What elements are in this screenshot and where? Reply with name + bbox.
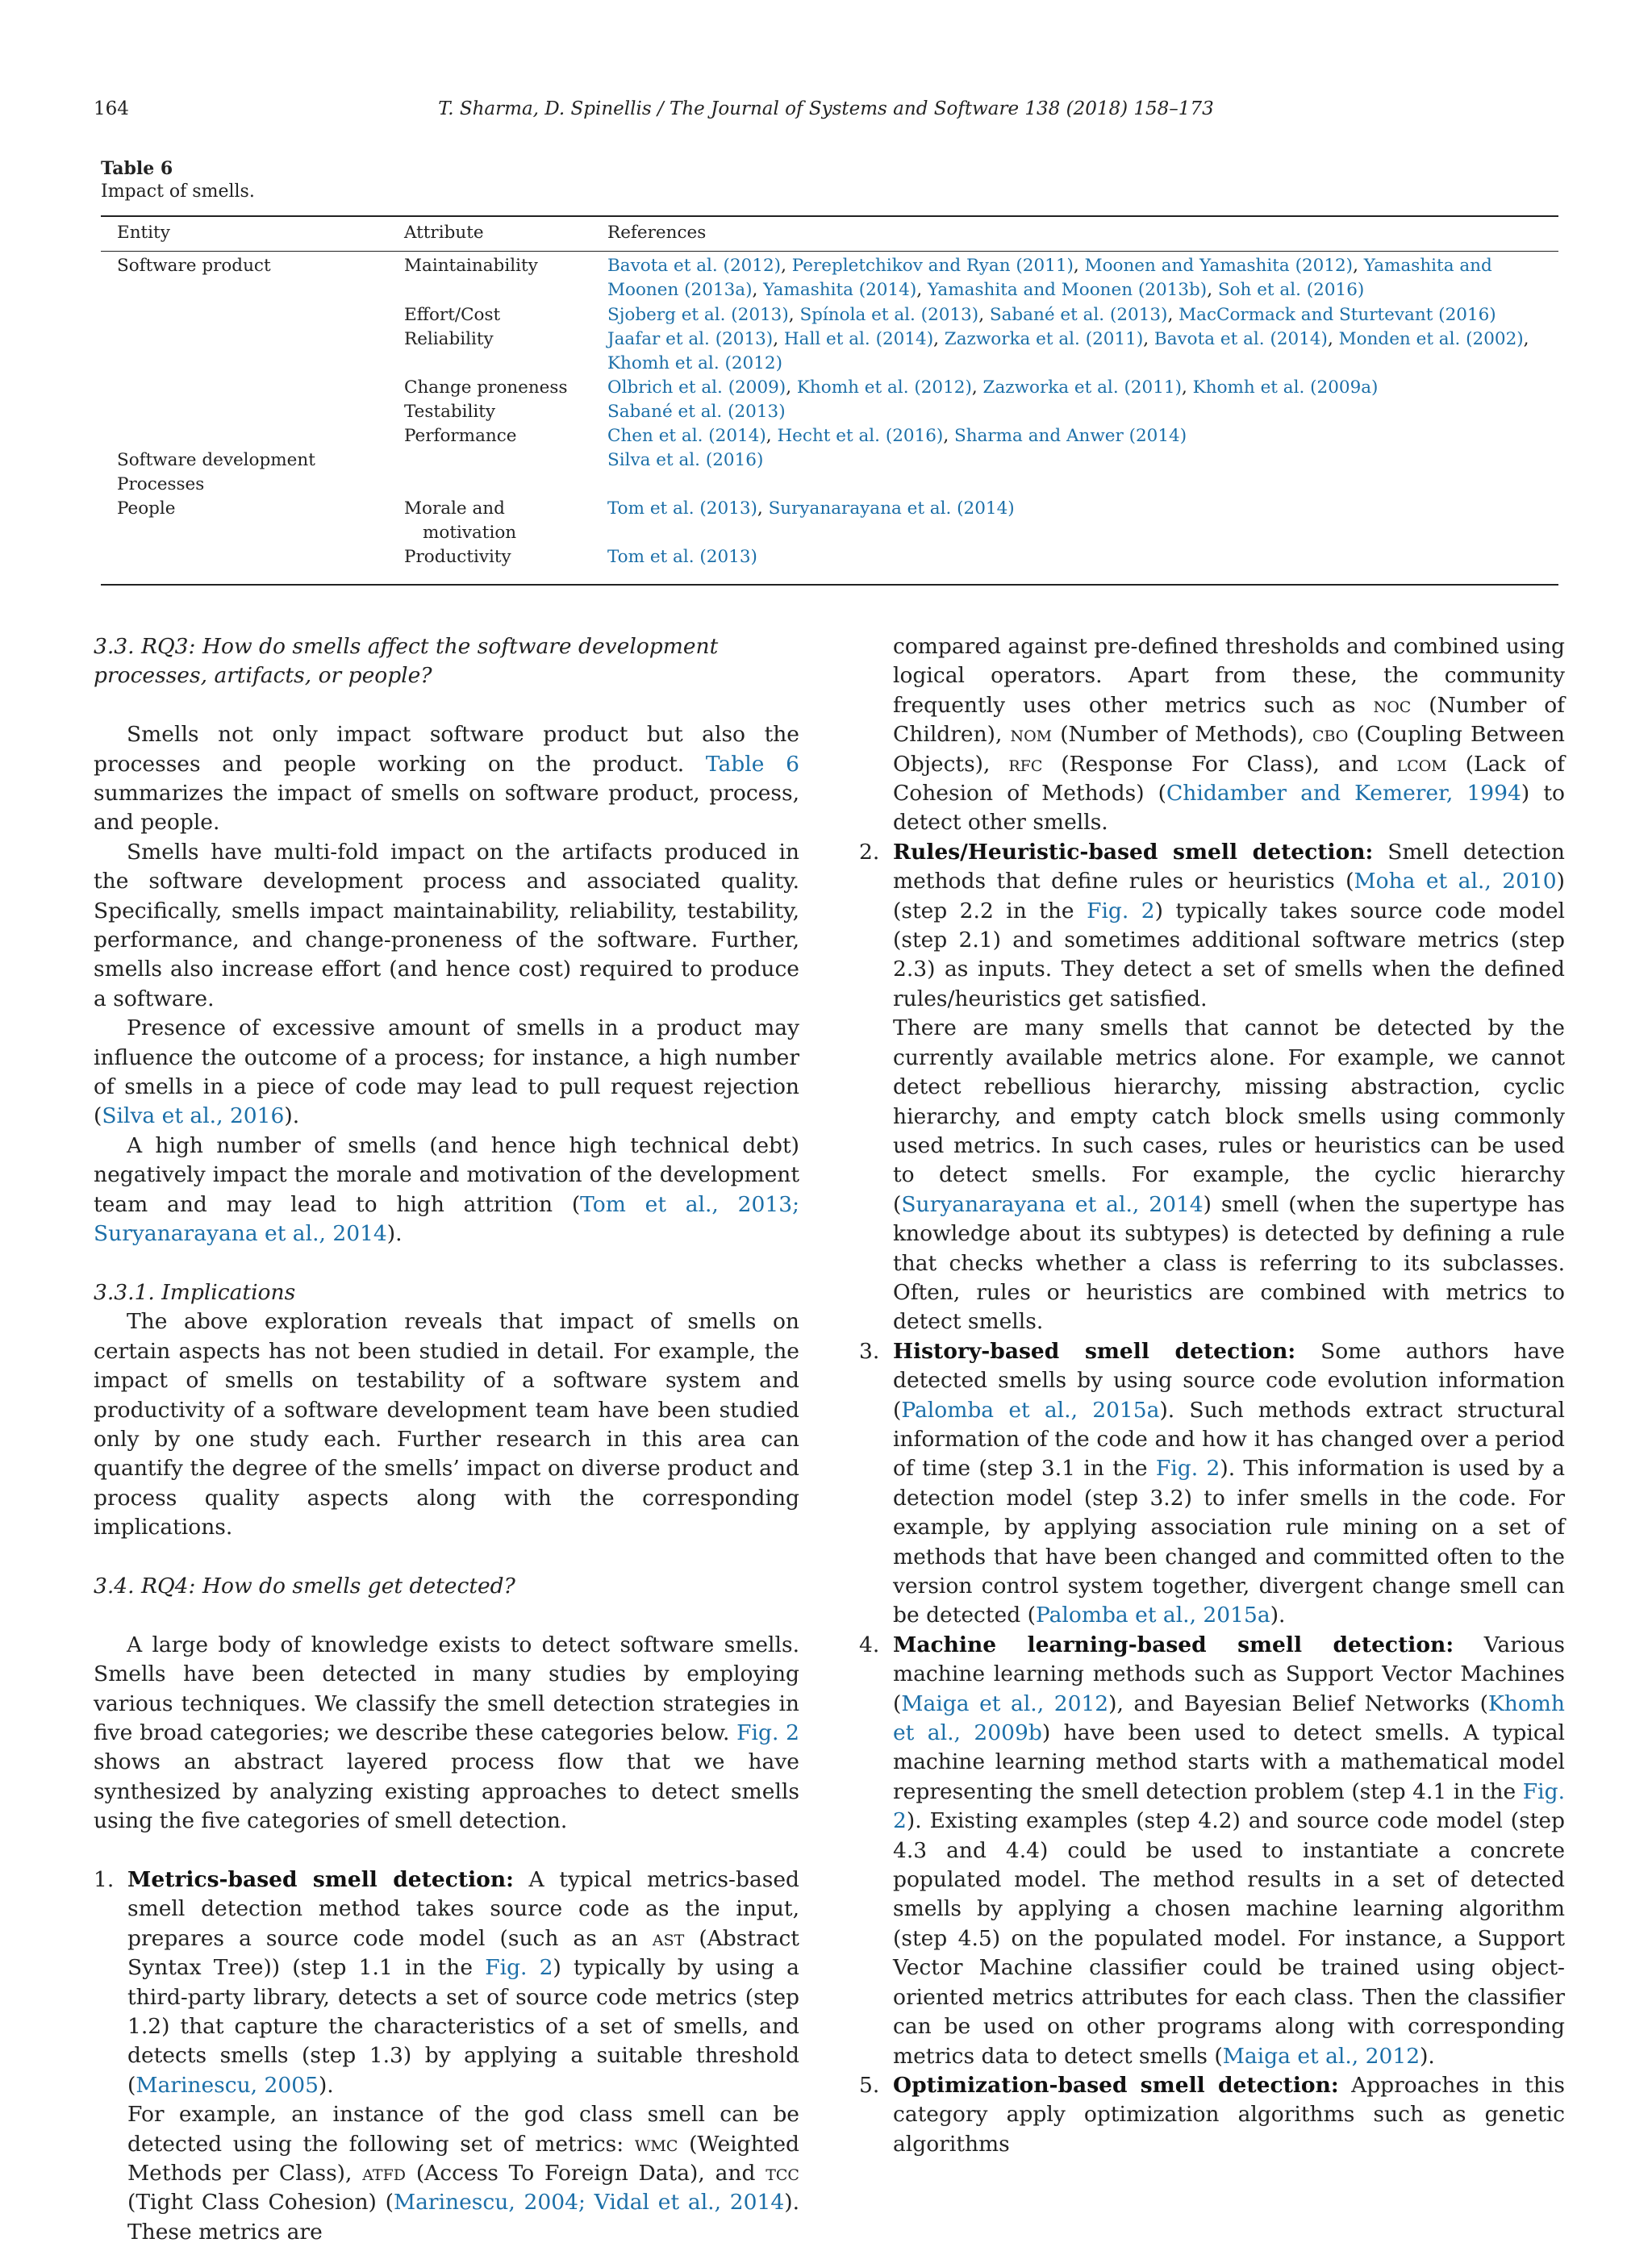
list-item-title: Machine learning-based smell detection: (893, 1632, 1454, 1657)
reference-link[interactable]: Zazworka et al. (2011) (944, 329, 1144, 349)
references-cell: Bavota et al. (2012), Perepletchikov and Ryan (2011), Moonen and Yamashita (2012), Yamashita and Moonen (2013a), Yamashita (2014), Yamashita and Moonen (2013b), Soh et al. (2016) (607, 256, 1492, 300)
acronym: rfc (1008, 751, 1043, 777)
entity-cell (101, 424, 404, 448)
reference-link[interactable]: Sabané et al. (2013) (607, 402, 786, 422)
reference-link[interactable]: Perepletchikov and Ryan (2011) (791, 256, 1074, 276)
table-row (101, 400, 1558, 424)
citation-link[interactable]: Marinescu, 2005 (136, 2072, 319, 2098)
acronym: tcc (766, 2161, 799, 2187)
table-row (101, 424, 1558, 448)
attribute-cell: Effort/Cost (404, 305, 501, 325)
section-heading: 3.3. RQ3: How do smells affect the software development processes, artifacts, or people? (94, 634, 719, 689)
entity-cell (101, 545, 404, 569)
reference-link[interactable]: Khomh et al. (2009a) (1192, 377, 1379, 398)
page-number: 164 (94, 98, 129, 119)
list-item: 1. Metrics-based smell detection: A typical metrics-based smell detection method takes source code as the input, prepares a source code model (such as an ast (Abstract Syntax Tree)) (step 1.1 in the Fig. 2) typically by using a third-party library, detects a set of source code metrics (step 1.2) that capture the characteristics of a set of smells, and detects smells (step 1.3) by applying a suitable threshold (Marinescu, 2005). For example, an instance of the god class smell can be detected using the following set of metrics: wmc (Weighted Methods per Class), atfd (Access To Foreign Data), and tcc (Tight Class Cohesion) (Marinescu, 2004; Vidal et al., 2014). These metrics are (94, 1866, 799, 2245)
figure-link[interactable]: Fig. 2 (1087, 898, 1155, 923)
table-row (101, 376, 1558, 400)
column-header: References (607, 223, 707, 243)
attribute-cell: Maintainability (404, 256, 538, 276)
citation-link[interactable]: Palomba et al., 2015a (901, 1397, 1160, 1423)
reference-link[interactable]: Hecht et al. (2016) (777, 426, 944, 446)
reference-link[interactable]: Soh et al. (2016) (1217, 280, 1365, 300)
attribute-text-continued: motivation (423, 523, 517, 543)
table-row (101, 254, 1558, 302)
entity-cell (101, 327, 404, 376)
right-column (859, 632, 1565, 2159)
references-cell (607, 545, 1535, 569)
attribute-cell (404, 448, 607, 473)
attribute-cell: Performance (404, 426, 517, 446)
references-cell: Tom et al. (2013), Suryanarayana et al. (2014) (607, 498, 1015, 519)
paragraph: A large body of knowledge exists to detect software smells. Smells have been detected in many studies by employing various techniques. We classify the smell detection strategies in five broad categories; we describe these categories below. Fig. 2 shows an abstract layered process flow that we have synthesized by analyzing existing approaches to detect smells using the five categories of smell detection. (94, 1632, 799, 1834)
reference-link[interactable]: Yamashita and Moonen (2013b) (927, 280, 1208, 300)
attribute-cell (404, 497, 607, 545)
acronym: atfd (362, 2161, 407, 2187)
citation-link[interactable]: Khomh et al., 2009b (893, 1690, 1565, 1746)
citation-link[interactable]: Suryanarayana et al., 2014 (901, 1191, 1204, 1217)
list-item-title: Rules/Heuristic-based smell detection: (893, 839, 1374, 865)
references-cell: Olbrich et al. (2009), Khomh et al. (2012), Zazworka et al. (2011), Khomh et al. (2009a) (607, 377, 1379, 398)
list-item-continued: compared against pre-defined thresholds and combined using logical operators. Apart from these, the community frequently uses other metrics such as noc (Number of Children), nom (Number of Methods), cbo (Coupling Between Objects), rfc (Response For Class), and lcom (Lack of Cohesion of Methods) (Chidamber and Kemerer, 1994) to detect other smells. (893, 634, 1566, 836)
citation-link[interactable]: Tom et al., 2013; Suryanarayana et al., 2014 (94, 1191, 799, 1247)
impact-table (101, 215, 1558, 569)
list-number: 1. (94, 1866, 115, 1892)
citation-link[interactable]: Maiga et al., 2012 (901, 1690, 1109, 1716)
table-link[interactable]: Table 6 (705, 751, 799, 777)
reference-link[interactable]: Sabané et al. (2013) (989, 305, 1168, 325)
entity-cell: Software development (117, 450, 315, 470)
citation-link[interactable]: Maiga et al., 2012 (1222, 2043, 1420, 2069)
reference-link[interactable]: Bavota et al. (2014) (1153, 329, 1328, 349)
reference-link[interactable]: Sharma and Anwer (2014) (954, 426, 1187, 446)
citation-link[interactable]: Moha et al., 2010 (1354, 869, 1557, 894)
list-number: 2. (859, 839, 880, 865)
list-item-title: Metrics-based smell detection: (127, 1866, 514, 1892)
list-item: 3. History-based smell detection: Some authors have detected smells by using source code evolution information (Palomba et al., 2015a). Such methods extract structural information of the code and how it has changed over a period of time (step 3.1 in the Fig. 2). This information is used by a detection model (step 3.2) to infer smells in the code. For example, by applying association rule mining on a set of methods that have been changed and committed often to the version control system together, divergent change smell can be detected (Palomba et al., 2015a). (859, 1338, 1565, 1628)
reference-link[interactable]: Suryanarayana et al. (2014) (768, 498, 1015, 519)
citation-link[interactable]: Marinescu, 2004; Vidal et al., 2014 (393, 2190, 785, 2216)
reference-link[interactable]: Zazworka et al. (2011) (982, 377, 1182, 398)
table-label: Table 6 (101, 158, 173, 179)
reference-link[interactable]: Monden et al. (2002) (1338, 329, 1524, 349)
entity-cell (101, 376, 404, 400)
reference-link[interactable]: Yamashita and Moonen (2013a) (607, 256, 1492, 300)
paragraph: The above exploration reveals that impact of smells on certain aspects has not been studied in detail. For example, the impact of smells on testability of a software system and productivity of a software development team have been studied only by one study each. Further research in this area can quantify the degree of the smells’ impact on diverse product and process quality aspects along with the corresponding implications. (94, 1309, 799, 1540)
paragraph: Smells have multi-fold impact on the artifacts produced in the software development process and associated quality. Specifically, smells impact maintainability, reliability, testability, performance, and change-proneness of the software. Further, smells also increase effort (and hence cost) required to produce a software. (94, 839, 799, 1011)
acronym: nom (1010, 722, 1053, 748)
attribute-cell: Testability (404, 402, 496, 422)
entity-cell (101, 400, 404, 424)
table-row (101, 497, 1558, 545)
entity-cell: People (117, 498, 176, 519)
entity-cell: Processes (117, 474, 205, 494)
attribute-cell: Change proneness (404, 377, 568, 398)
column-header: Entity (117, 223, 170, 243)
reference-link[interactable]: MacCormack and Sturtevant (2016) (1179, 305, 1496, 325)
table-row (101, 473, 1558, 497)
references-cell (607, 473, 1535, 497)
reference-link[interactable]: Olbrich et al. (2009) (607, 377, 786, 398)
table-row (101, 327, 1558, 376)
entity-cell (101, 303, 404, 327)
references-cell (607, 448, 1535, 473)
reference-link[interactable]: Yamashita (2014) (763, 280, 917, 300)
reference-link[interactable]: Spínola et al. (2013) (799, 305, 979, 325)
table-row (101, 303, 1558, 327)
list-item: 4. Machine learning-based smell detection: Various machine learning methods such as Support Vector Machines (Maiga et al., 2012), and Bayesian Belief Networks (Khomh et al., 2009b) have been used to detect smells. A typical machine learning method starts with a mathematical model representing the smell detection problem (step 4.1 in the Fig. 2). Existing examples (step 4.2) and source code model (step 4.3 and 4.4) could be used to instantiate a concrete populated model. The method results in a set of detected smells by applying a chosen machine learning algorithm (step 4.5) on the populated model. For instance, a Support Vector Machine classifier could be trained using object-oriented metrics attributes for each class. Then the classifier can be used on other programs along with corresponding metrics data to detect smells (Maiga et al., 2012). (859, 1632, 1565, 2069)
paragraph: A high number of smells (and hence high technical debt) negatively impact the morale and motivation of the development team and may lead to high attrition (Tom et al., 2013; Suryanarayana et al., 2014). (94, 1132, 799, 1247)
references-cell (607, 400, 1535, 424)
acronym: wmc (634, 2131, 678, 2157)
reference-link[interactable]: Tom et al. (2013) (607, 498, 757, 519)
running-head: T. Sharma, D. Spinellis / The Journal of Systems and Software 138 (2018) 158–173 (438, 98, 1214, 119)
column-header: Attribute (404, 223, 484, 243)
reference-link[interactable]: Sjoberg et al. (2013) (607, 305, 789, 325)
list-item: 2. Rules/Heuristic-based smell detection: Smell detection methods that define rules or heuristics (Moha et al., 2010) (step 2.2 in the Fig. 2) typically takes source code model (step 2.1) and sometimes additional software metrics (step 2.3) as inputs. They detect a set of smells when the defined rules/heuristics get satisfied. There are many smells that cannot be detected by the currently available metrics alone. For example, we cannot detect rebellious hierarchy, missing abstraction, cyclic hierarchy, and empty catch block smells using commonly used metrics. In such cases, rules or heuristics can be used to detect smells. For example, the cyclic hierarchy (Suryanarayana et al., 2014) smell (when the supertype has knowledge about its subtypes) is detected by defining a rule that checks whether a class is referring to its subclasses. Often, rules or heuristics are combined with metrics to detect smells. (859, 839, 1565, 1335)
paragraph: Smells not only impact software product but also the processes and people working on the product. Table 6 summarizes the impact of smells on software product, process, and people. (94, 722, 799, 836)
citation-link[interactable]: Silva et al., 2016 (102, 1103, 285, 1129)
attribute-cell: Productivity (404, 547, 511, 567)
list-number: 5. (859, 2072, 880, 2098)
reference-link[interactable]: Chen et al. (2014) (607, 426, 766, 446)
table-row (101, 448, 1558, 473)
list-item-title: Optimization-based smell detection: (893, 2072, 1339, 2098)
references-cell: Jaafar et al. (2013), Hall et al. (2014), Zazworka et al. (2011), Bavota et al. (2014), Monden et al. (2002), Khomh et al. (2012) (607, 329, 1529, 373)
list-item-title: History-based smell detection: (893, 1338, 1296, 1364)
reference-link[interactable]: Khomh et al. (2012) (607, 353, 782, 373)
reference-link[interactable]: Jaafar et al. (2013) (607, 329, 774, 349)
entity-cell: Software product (117, 256, 271, 276)
reference-link[interactable]: Bavota et al. (2012) (607, 256, 782, 276)
reference-link[interactable]: Moonen and Yamashita (2012) (1084, 256, 1354, 276)
figure-link[interactable]: Fig. 2 (485, 1955, 553, 1981)
section-heading: 3.4. RQ4: How do smells get detected? (94, 1573, 515, 1599)
reference-link[interactable]: Tom et al. (2013) (607, 547, 757, 567)
list-number: 3. (859, 1338, 880, 1364)
reference-link[interactable]: Hall et al. (2014) (783, 329, 934, 349)
citation-link[interactable]: Palomba et al., 2015a (1035, 1603, 1270, 1628)
figure-link[interactable]: Fig. 2 (893, 1778, 1565, 1834)
figure-link[interactable]: Fig. 2 (1155, 1456, 1220, 1482)
acronym: noc (1373, 692, 1412, 718)
acronym: lcom (1396, 751, 1447, 777)
list-number: 4. (859, 1632, 880, 1657)
list-item: 5. Optimization-based smell detection: Approaches in this category apply optimization algorithms such as genetic algorithms (859, 2072, 1565, 2157)
citation-link[interactable]: Chidamber and Kemerer, 1994 (1166, 781, 1521, 807)
subsection-heading: 3.3.1. Implications (94, 1279, 296, 1305)
table-caption: Impact of smells. (101, 181, 255, 202)
table-bottom-rule (101, 584, 1558, 586)
acronym: ast (652, 1925, 685, 1951)
references-cell: Chen et al. (2014), Hecht et al. (2016), Sharma and Anwer (2014) (607, 426, 1187, 446)
reference-link[interactable]: Khomh et al. (2012) (796, 377, 972, 398)
reference-link[interactable]: Silva et al. (2016) (607, 450, 764, 470)
acronym: cbo (1312, 722, 1349, 748)
figure-link[interactable]: Fig. 2 (736, 1720, 799, 1745)
table-row (101, 545, 1558, 569)
table-header-row (101, 215, 1558, 251)
references-cell: Sjoberg et al. (2013), Spínola et al. (2013), Sabané et al. (2013), MacCormack and Sturtevant (2016) (607, 305, 1496, 325)
attribute-cell: Reliability (404, 329, 494, 349)
left-column (94, 632, 799, 2247)
paragraph: Presence of excessive amount of smells in a product may influence the outcome of a process; for instance, a high number of smells in a piece of code may lead to pull request rejection (Silva et al., 2016). (94, 1015, 799, 1129)
attribute-cell (404, 473, 607, 497)
attribute-text: Morale and (404, 498, 505, 519)
